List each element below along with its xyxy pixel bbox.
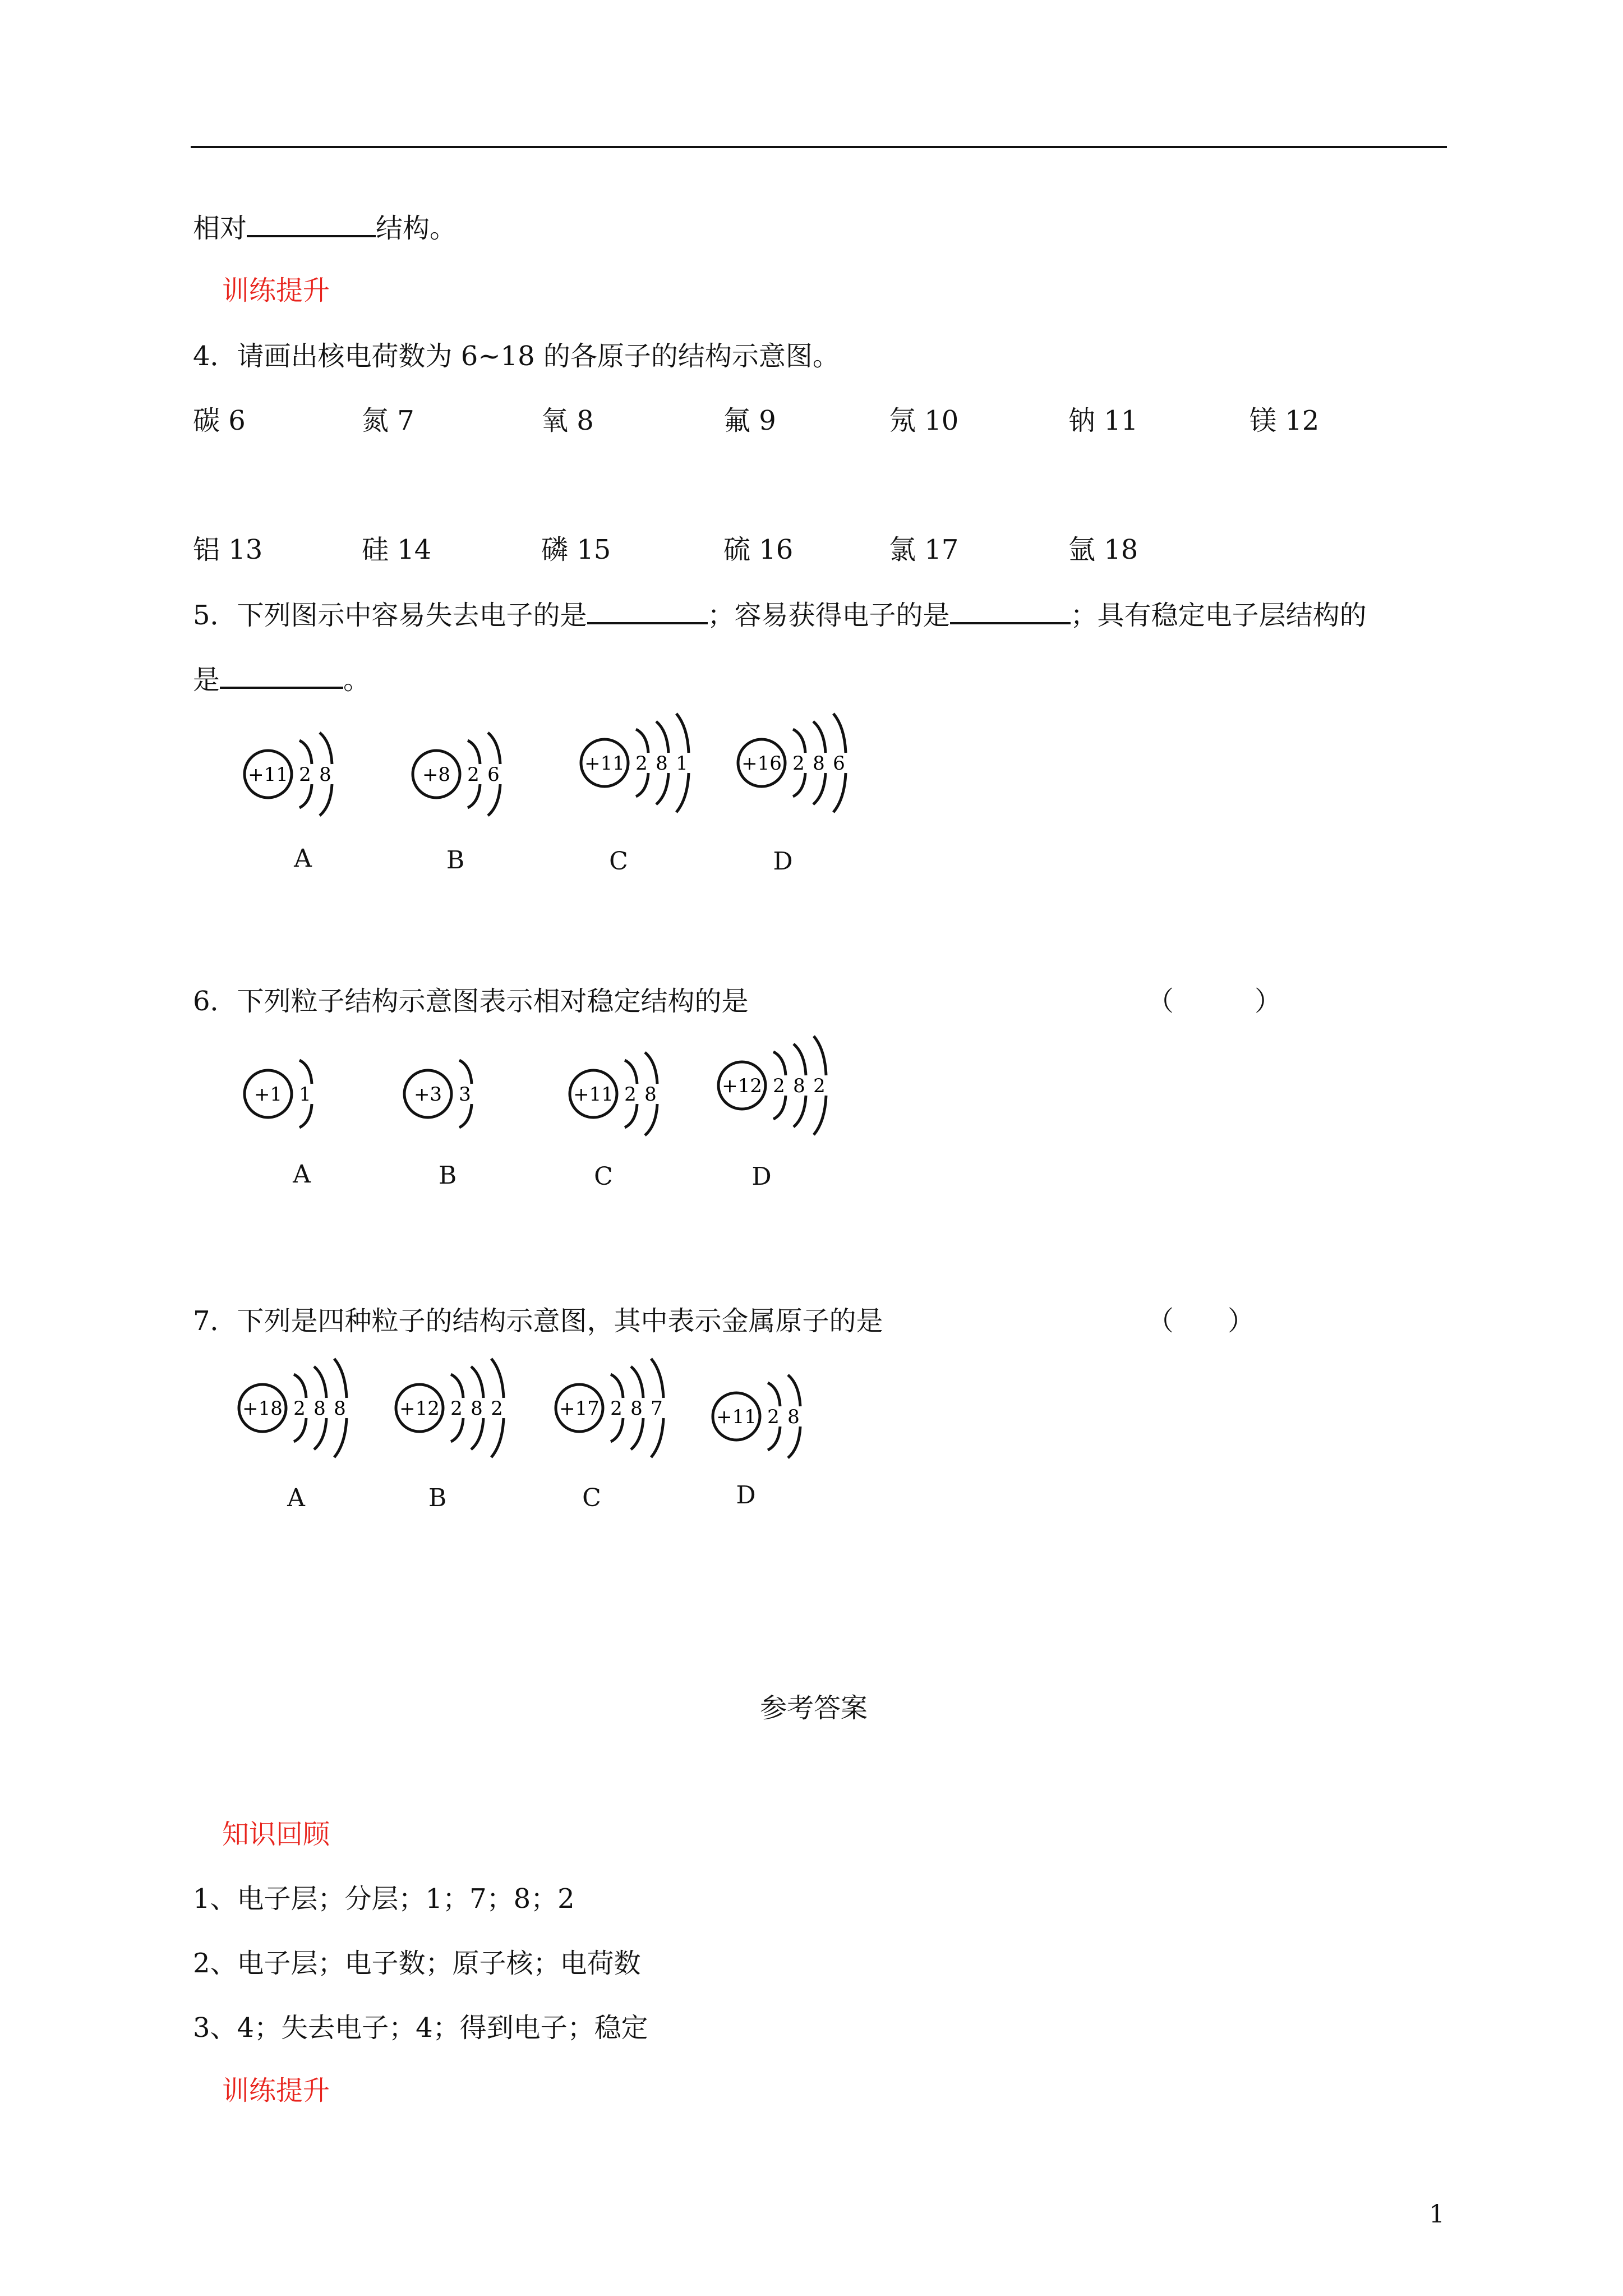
shell-arc [625,1060,637,1084]
shell-electron-count: 2 [813,1075,826,1097]
element-cell: 氮 7 [362,405,414,436]
continuation-line [193,210,457,245]
nucleus-charge: +17 [559,1397,600,1420]
atom-diagram[interactable] [709,1366,828,1480]
shell-electron-count: 2 [773,1075,785,1097]
fill-blank[interactable] [247,210,376,237]
shell-arc [320,733,332,764]
shell-arc [314,1418,326,1450]
nucleus-charge: +16 [741,752,782,775]
option-label: C [582,1484,601,1512]
shell-arc [491,1359,504,1398]
section-heading-review: 知识回顾 [222,1819,330,1850]
answer-parentheses[interactable]: （ ） [1147,986,1282,1017]
atom-svg [566,1043,685,1156]
question-5-text-cont [193,662,370,697]
shell-arc [451,1418,463,1442]
shell-arc [793,773,805,797]
shell-electron-count: 8 [313,1397,326,1420]
q5-part5: 。 [343,664,371,696]
atom-svg [241,724,360,836]
shell-electron-count: 8 [630,1397,643,1420]
atom-svg [709,1366,828,1478]
shell-electron-count: 2 [491,1397,503,1420]
nucleus-charge: +12 [399,1397,440,1420]
element-cell: 镁 12 [1249,405,1320,436]
shell-arc [468,740,480,764]
atom-diagram[interactable] [393,1358,532,1472]
element-cell: 铝 13 [193,534,263,565]
shell-arc [794,1096,806,1127]
section-heading-train: 训练提升 [222,275,330,306]
element-cell: 氟 9 [723,405,776,436]
shell-arc [459,1060,472,1084]
shell-arc [299,740,312,764]
shell-arc [773,1096,786,1119]
shell-arc [651,1359,663,1398]
shell-electron-count: 8 [334,1397,346,1420]
shell-arc [334,1418,347,1457]
shell-arc [768,1383,780,1406]
q5-part3: ；具有稳定电子层结构的 [1070,600,1367,631]
atom-diagram[interactable] [241,1043,340,1158]
page-number: 1 [1429,2200,1445,2229]
q5-part4: 是 [193,664,220,696]
nucleus-charge: +1 [253,1083,283,1106]
option-label: C [594,1162,613,1191]
nucleus-charge: +11 [573,1083,614,1106]
atom-svg [393,1358,532,1470]
nucleus-charge: +8 [422,763,451,786]
question-4-text: 4．请画出核电荷数为 6~18 的各原子的结构示意图。 [193,341,840,372]
option-label: D [736,1481,756,1510]
atom-diagram[interactable] [566,1043,685,1158]
question-5-text [193,597,1367,632]
continuation-after: 结构。 [376,213,457,244]
element-cell: 钠 11 [1068,405,1138,436]
shell-arc [814,1096,826,1135]
q5-part2: ；容易获得电子的是 [707,600,950,631]
shell-electron-count: 2 [635,752,648,775]
shell-electron-count: 2 [299,763,311,786]
shell-arc [299,784,312,808]
answer-line: 2、电子层；电子数；原子核；电荷数 [193,1948,641,1979]
shell-arc [813,773,826,804]
atom-diagram[interactable] [409,724,528,838]
atom-svg [401,1043,500,1156]
shell-arc [833,714,846,753]
element-cell: 氯 17 [889,534,959,565]
shell-electron-count: 2 [467,763,479,786]
atom-diagram[interactable] [236,1358,375,1472]
atom-svg [735,712,874,825]
shell-arc [676,714,689,753]
fill-blank[interactable] [220,662,343,689]
shell-arc [636,773,648,797]
option-label: D [773,847,793,876]
shell-arc [468,784,480,808]
shell-arc [773,1052,786,1075]
shell-arc [645,1104,657,1135]
element-cell: 碳 6 [193,405,246,436]
shell-electron-count: 7 [651,1397,663,1420]
shell-arc [488,733,500,764]
shell-arc [813,721,826,753]
shell-arc [294,1374,306,1398]
atom-diagram[interactable] [241,724,360,838]
continuation-before: 相对 [193,213,247,244]
atom-svg [409,724,528,836]
shell-arc [788,1375,800,1406]
shell-arc [636,729,648,753]
shell-electron-count: 6 [487,763,500,786]
shell-electron-count: 2 [792,752,805,775]
shell-arc [299,1060,312,1084]
shell-electron-count: 8 [656,752,668,775]
shell-arc [294,1418,306,1442]
element-cell: 磷 15 [541,534,611,565]
option-label: B [438,1161,457,1190]
atom-svg [236,1358,375,1470]
shell-arc [625,1104,637,1128]
atom-diagram[interactable] [715,1035,854,1149]
shell-electron-count: 8 [319,763,331,786]
shell-arc [768,1427,780,1450]
atom-diagram[interactable] [735,712,874,827]
nucleus-charge: +11 [716,1406,757,1428]
shell-electron-count: 8 [813,752,825,775]
option-label: B [446,846,465,875]
atom-svg [241,1043,340,1156]
shell-electron-count: 2 [767,1406,780,1428]
shell-electron-count: 8 [793,1075,805,1097]
shell-electron-count: 3 [459,1083,471,1106]
shell-arc [814,1036,826,1075]
option-label: A [293,1160,311,1189]
shell-arc [320,784,332,816]
shell-electron-count: 6 [833,752,845,775]
header-rule [191,146,1447,148]
question-7-text: 7．下列是四种粒子的结构示意图，其中表示金属原子的是 [193,1305,883,1337]
shell-arc [631,1366,643,1398]
atom-diagram[interactable] [552,1358,691,1472]
shell-arc [488,784,500,816]
nucleus-charge: +3 [413,1083,442,1106]
shell-arc [656,773,668,804]
shell-arc [471,1418,483,1450]
q5-part1: 5．下列图示中容易失去电子的是 [193,600,587,631]
shell-arc [491,1418,504,1457]
shell-electron-count: 8 [787,1406,800,1428]
shell-arc [334,1359,347,1398]
shell-arc [299,1104,312,1128]
shell-arc [314,1366,326,1398]
shell-arc [471,1366,483,1398]
shell-arc [631,1418,643,1450]
option-label: B [428,1484,447,1512]
fill-blank[interactable] [950,597,1071,624]
shell-arc [656,721,668,753]
option-label: C [609,847,628,876]
shell-arc [611,1374,623,1398]
shell-arc [794,1044,806,1075]
shell-electron-count: 2 [450,1397,463,1420]
atom-diagram[interactable] [401,1043,500,1158]
shell-arc [451,1374,463,1398]
atom-diagram[interactable] [578,712,717,827]
option-label: A [294,844,312,873]
section-heading-train-2: 训练提升 [222,2075,330,2106]
answer-parentheses[interactable]: （ ） [1147,1305,1255,1337]
nucleus-charge: +11 [248,763,288,786]
element-cell: 硅 14 [362,534,432,565]
shell-arc [459,1104,472,1128]
option-label: A [287,1484,305,1512]
option-label: D [751,1162,772,1191]
answer-line: 3、4；失去电子；4；得到电子；稳定 [193,2012,648,2044]
shell-electron-count: 2 [610,1397,623,1420]
nucleus-charge: +11 [584,752,625,775]
shell-electron-count: 1 [676,752,688,775]
element-cell: 硫 16 [723,534,794,565]
shell-arc [788,1427,800,1458]
shell-electron-count: 2 [624,1083,637,1106]
shell-arc [651,1418,663,1457]
atom-svg [552,1358,691,1470]
element-cell: 氩 18 [1068,534,1138,565]
answers-title: 参考答案 [760,1692,868,1724]
shell-electron-count: 8 [644,1083,657,1106]
shell-electron-count: 8 [471,1397,483,1420]
atom-svg [578,712,717,825]
answer-line: 1、电子层；分层；1；7；8；2 [193,1883,575,1915]
fill-blank[interactable] [587,597,708,624]
shell-electron-count: 2 [293,1397,306,1420]
element-cell: 氧 8 [541,405,594,436]
question-6-text: 6．下列粒子结构示意图表示相对稳定结构的是 [193,986,749,1017]
shell-arc [793,729,805,753]
shell-arc [611,1418,623,1442]
element-cell: 氖 10 [889,405,959,436]
atom-svg [715,1035,854,1147]
shell-arc [676,773,689,812]
nucleus-charge: +12 [722,1075,762,1097]
shell-arc [645,1052,657,1084]
nucleus-charge: +18 [242,1397,283,1420]
shell-electron-count: 1 [299,1083,311,1106]
shell-arc [833,773,846,812]
